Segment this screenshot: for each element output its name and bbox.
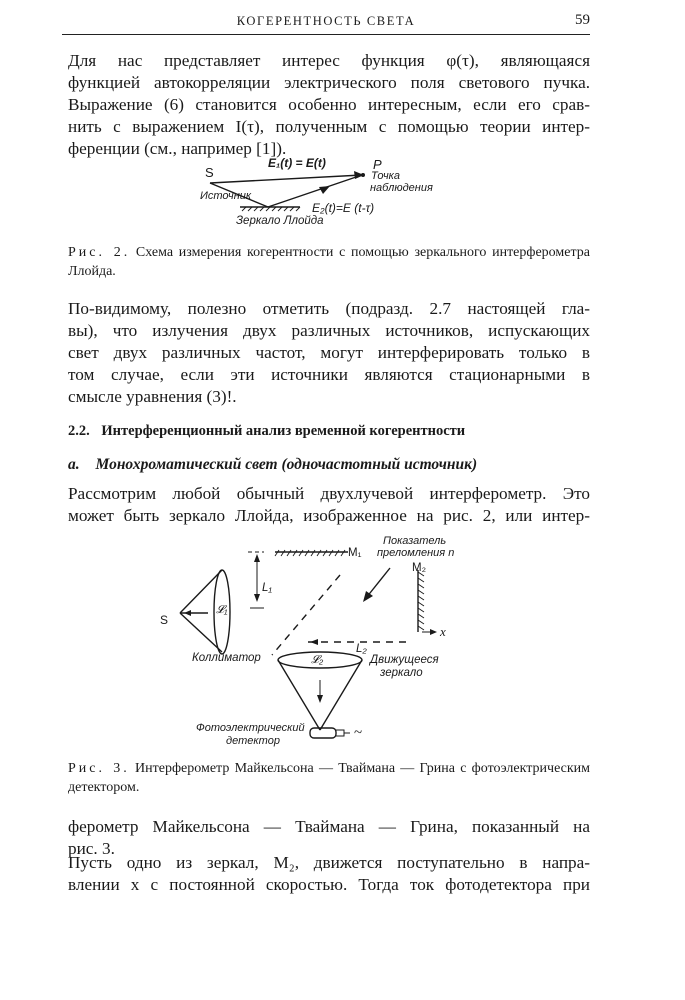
text-line: функцией автокорреляции электрического поля светового пучка. (68, 73, 590, 92)
direct-ray (210, 175, 362, 183)
text-line: Для нас представляет интерес функция φ(τ), являющаяся (68, 51, 590, 70)
fig3-label-index-1: Показатель (383, 535, 447, 547)
text-line: ференции (см., например [1]). (68, 139, 287, 158)
photodetector (310, 728, 336, 738)
mirror-m2-hatching (418, 572, 424, 630)
paragraph-2 (68, 298, 590, 408)
mirror-m1-hatching (275, 550, 345, 556)
fig3-label-l2: L₂ (356, 643, 367, 655)
fig3-label-tilde: ~ (354, 725, 363, 741)
fig2-label-e1: E₁(t) = E(t) (268, 156, 326, 170)
text-line: том случае, если эти источники являются стационарными в (68, 365, 590, 384)
text-line: Выражение (6) становится особенно интересным, если его срав- (68, 95, 590, 114)
fig3-label-m1: M₁ (348, 547, 362, 559)
l2-arrow (310, 639, 318, 645)
text-line: может быть зеркало Ллойда, изображенное на рис. 2, или интер- (68, 506, 590, 525)
figure-3-diagram (160, 530, 480, 750)
section-heading (68, 423, 590, 440)
fig3-label-x: x (440, 624, 446, 639)
caption-prefix: Рис. 2. (68, 245, 131, 260)
text-line: нить с выражением I(τ), полученным с помощью теории интер- (68, 117, 590, 136)
fig2-label-mirror: Зеркало Ллойда (236, 215, 324, 227)
running-title: КОГЕРЕНТНОСТЬ СВЕТА (236, 14, 416, 28)
text-line: влении x с постоянной скоростью. Тогда ток фотодетектора при (68, 875, 590, 894)
focus-ray-left (278, 660, 320, 730)
caption-prefix: Рис. 3. (68, 761, 130, 776)
caption-text: Схема измерения когерентности с помощью зеркального интерферометра Ллойда. (68, 245, 590, 279)
paragraph-5 (68, 852, 590, 896)
fig3-label-moving-1: Движущееся (370, 654, 439, 666)
observation-point (361, 173, 365, 177)
fig3-label-moving-2: зеркало (380, 667, 423, 679)
fig2-label-source-desc: Источник (200, 190, 252, 202)
section-number: 2.2. (68, 423, 90, 439)
subsection-letter: а. (68, 456, 80, 473)
text-line: рис. 3. (68, 839, 115, 858)
page-number: 59 (575, 12, 590, 28)
index-arrow (366, 568, 390, 598)
fig2-label-point-desc-1: Точка (371, 170, 400, 182)
section-title: Интерференционный анализ временной когерентности (101, 423, 466, 439)
detector-terminal (336, 730, 344, 736)
focus-ray-right (320, 660, 362, 730)
x-arrow (430, 629, 437, 635)
page-header (62, 12, 590, 35)
index-arrow-head (363, 591, 373, 602)
l1-arrow-down (254, 594, 260, 602)
fig2-label-e2: E₂(t)=E (t-τ) (312, 201, 375, 215)
text-line: свет двух различных частот, могут интерферировать только в (68, 343, 590, 362)
text-line: Пусть одно из зеркал, M₂, движется поступательно в напра- (68, 853, 590, 872)
caption-text: Интерферометр Майкельсона — Твaймана — Грина с фотоэлектрическим детектором. (68, 761, 591, 795)
subsection-title: Монохроматический свет (одночастотный источник) (95, 456, 478, 473)
collimator-ray-lower (180, 613, 222, 652)
text-line: вы), что излучения двух различных источников, испускающих (68, 321, 590, 340)
l1-arrow-up (254, 554, 260, 562)
figure-2-caption (68, 244, 590, 281)
fig2-label-point: P (373, 157, 382, 172)
reflected-ray-arrow (319, 186, 330, 194)
paragraph-3 (68, 483, 590, 527)
beam-splitter (272, 575, 340, 655)
text-line: По-видимому, полезно отметить (подразд. 2.7 настоящей гла- (68, 299, 590, 318)
source-arrow (184, 610, 191, 616)
subsection-heading (68, 456, 590, 474)
text-line: Рассмотрим любой обычный двухлучевой интерферометр. Это (68, 484, 590, 503)
fig2-label-source: S (205, 165, 214, 180)
fig3-label-l1: L₁ (262, 582, 273, 594)
detector-arrow (317, 695, 323, 703)
fig3-label-detector-1: Фотоэлектрический (196, 722, 305, 734)
text-line: смысле уравнения (3)!. (68, 387, 237, 406)
paragraph-1 (68, 50, 590, 160)
fig3-label-index-2: преломления n (377, 547, 455, 559)
fig3-label-source: S (160, 613, 169, 627)
fig3-label-collimator: Коллиматор (192, 652, 261, 664)
figure-3-caption (68, 760, 590, 797)
fig2-label-point-desc-2: наблюдения (370, 182, 433, 194)
fig3-label-m2: M₂ (412, 562, 427, 574)
fig3-label-lens1: 𝓛₁ (216, 604, 228, 616)
text-line: ферометр Майкельсона — Тваймана — Грина, показанный на (68, 817, 590, 836)
fig3-label-detector-2: детектор (226, 735, 280, 747)
fig3-label-lens2: 𝓛₂ (311, 654, 324, 666)
